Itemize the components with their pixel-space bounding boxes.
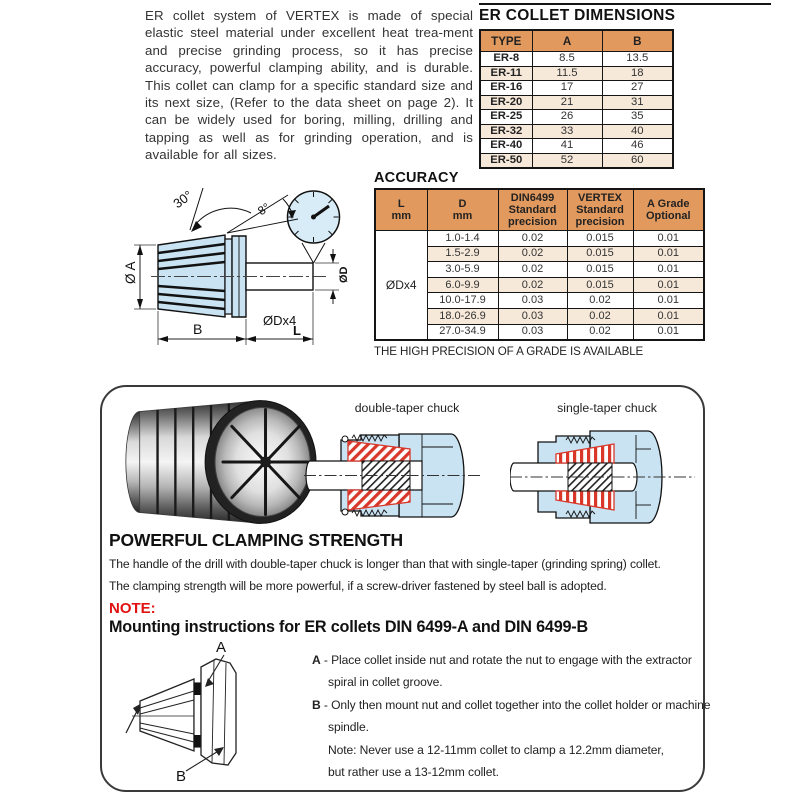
cell: 1.5-2.9 (427, 246, 498, 262)
table-row (480, 139, 673, 154)
header-line: precision (508, 216, 557, 228)
instruction-b-text: - Only then mount nut and collet together into the collet holder or machine spindle. (323, 697, 711, 735)
cell: 0.01 (633, 246, 704, 262)
note-label: NOTE: (109, 600, 156, 617)
cell: 11.5 (532, 66, 602, 81)
accuracy-table (374, 188, 705, 341)
table-row (480, 95, 673, 110)
cell: 0.01 (633, 324, 704, 340)
header-line: mm (391, 210, 412, 222)
cell: 0.03 (498, 293, 567, 309)
cell: 40 (602, 124, 673, 139)
col-header-agrade (633, 189, 704, 231)
cell: 0.015 (567, 277, 633, 293)
cell: 60 (602, 153, 673, 168)
collet-mounting-drawing (124, 637, 324, 783)
cell: 27.0-34.9 (427, 324, 498, 340)
cell: 31 (602, 95, 673, 110)
cell: ER-16 (480, 81, 532, 96)
table-row (480, 110, 673, 125)
single-taper-chuck-diagram (510, 427, 695, 527)
cell: 1.0-1.4 (427, 231, 498, 247)
accuracy-title: ACCURACY (374, 170, 459, 186)
cell: 3.0-5.9 (427, 262, 498, 278)
angle-label-30: 30° (170, 187, 196, 212)
double-taper-chuck-label: double-taper chuck (354, 401, 460, 415)
row-label-ddx4: ØDx4 (375, 231, 427, 341)
cell: 6.0-9.9 (427, 277, 498, 293)
clamping-body-line1: The handle of the drill with double-taper chuck is longer than that with single-taper (grinding spring) collet. (109, 557, 661, 571)
cell: 10.0-17.9 (427, 293, 498, 309)
header-line: mm (452, 210, 473, 222)
cell: 0.02 (498, 246, 567, 262)
divider (479, 3, 771, 5)
cell: 33 (532, 124, 602, 139)
cell: ER-50 (480, 153, 532, 168)
dim-label-dia-d: ØD (338, 266, 350, 283)
mounting-instructions (312, 649, 712, 783)
dim-label-l: L (293, 323, 301, 338)
dim-label-b: B (193, 321, 203, 337)
single-taper-chuck-label: single-taper chuck (557, 401, 657, 415)
cell: 18.0-26.9 (427, 308, 498, 324)
table-row (480, 153, 673, 168)
col-header-type: TYPE (480, 30, 532, 52)
mount-label-b: B (176, 768, 187, 783)
instruction-note-line2: but rather use a 13-12mm collet. (328, 765, 499, 780)
header-line: DIN6499 (510, 192, 555, 204)
cell: 0.015 (567, 246, 633, 262)
header-line: VERTEX (577, 192, 622, 204)
cell: 52 (532, 153, 602, 168)
cell: ER-25 (480, 110, 532, 125)
header-line: Optional (645, 210, 691, 222)
cell: 0.02 (498, 262, 567, 278)
dim-label-ddx4: ØDx4 (263, 313, 297, 328)
col-header-l (375, 189, 427, 231)
clamping-body-line2: The clamping strength will be more powerful, if a screw-driver fastened by steel ball is adopted. (109, 579, 607, 593)
cell: 17 (532, 81, 602, 96)
instruction-note-line1: Note: Never use a 12-11mm collet to clamp a 12.2mm diameter, (328, 742, 664, 757)
collet-dimension-drawing (55, 166, 375, 360)
accuracy-section (374, 170, 704, 358)
cell: 41 (532, 139, 602, 154)
header-line: Standard (508, 204, 557, 216)
cell: 27 (602, 81, 673, 96)
dimensions-title: ER COLLET DIMENSIONS (479, 7, 676, 24)
cell: 0.02 (567, 293, 633, 309)
cell: 0.02 (567, 324, 633, 340)
mount-label-a: A (216, 639, 227, 656)
cell: 0.03 (498, 308, 567, 324)
cell: 8.5 (532, 52, 602, 67)
header-line: precision (575, 216, 625, 228)
cell: 13.5 (602, 52, 673, 67)
table-row (480, 124, 673, 139)
er-collet-dimensions-table (479, 29, 674, 169)
mounting-heading: Mounting instructions for ER collets DIN 6499-A and DIN 6499-B (109, 618, 588, 636)
table-header-row (480, 30, 673, 52)
header-line: L (397, 198, 405, 210)
table-header-row (375, 189, 704, 231)
cell: ER-8 (480, 52, 532, 67)
table-row (480, 81, 673, 96)
cell: 0.02 (498, 277, 567, 293)
cell: 0.015 (567, 262, 633, 278)
angle-label-8: 8° (255, 200, 273, 219)
cell: ER-40 (480, 139, 532, 154)
header-line: D (458, 198, 467, 210)
instruction-b (312, 694, 712, 739)
clamping-info-box (100, 385, 711, 792)
double-taper-chuck-diagram (304, 427, 484, 527)
cell: 0.01 (633, 293, 704, 309)
clamping-strength-heading: POWERFUL CLAMPING STRENGTH (109, 530, 403, 550)
table-row (375, 231, 704, 247)
table-row (480, 52, 673, 67)
cell: ER-32 (480, 124, 532, 139)
cell: 0.02 (567, 308, 633, 324)
header-line: Standard (576, 204, 624, 216)
cell: 0.03 (498, 324, 567, 340)
col-header-d (427, 189, 498, 231)
cell: 0.01 (633, 308, 704, 324)
instruction-note (312, 739, 712, 784)
cell: ER-11 (480, 66, 532, 81)
cell: 0.01 (633, 262, 704, 278)
col-header-b: B (602, 30, 673, 52)
cell: 0.01 (633, 277, 704, 293)
cell: 18 (602, 66, 673, 81)
cell: 26 (532, 110, 602, 125)
instruction-a (312, 649, 712, 694)
cell: 21 (532, 95, 602, 110)
dim-label-dia-a: Ø A (123, 261, 138, 284)
cell: 0.01 (633, 231, 704, 247)
col-header-din (498, 189, 567, 231)
instruction-b-label: B (312, 697, 321, 712)
cell: ER-20 (480, 95, 532, 110)
accuracy-footnote: THE HIGH PRECISION OF A GRADE IS AVAILABLE (374, 345, 644, 359)
header-line: A Grade (647, 198, 690, 210)
instruction-a-label: A (312, 653, 321, 667)
dimensions-section (479, 0, 771, 169)
col-header-a: A (532, 30, 602, 52)
cell: 35 (602, 110, 673, 125)
table-row (480, 66, 673, 81)
collet-photo (110, 395, 320, 529)
intro-paragraph: ER collet system of VERTEX is made of special elastic steel material under excellent heat trea-ment and precise grinding process, so it has precise accuracy, powerful clamping ability, and is durable. This collet can clamp for a specific standard size and its next size, (Refer to the data sheet on page 2). It can be widely used for boring, milling, drilling and tapping as well as for grinding operation, and is available for all sizes. (145, 8, 473, 163)
cell: 46 (602, 139, 673, 154)
instruction-a-text: - Place collet inside nut and rotate the nut to engage with the extractor spiral in collet groove. (323, 653, 692, 690)
cell: 0.02 (498, 231, 567, 247)
cell: 0.015 (567, 231, 633, 247)
col-header-vertex (567, 189, 633, 231)
